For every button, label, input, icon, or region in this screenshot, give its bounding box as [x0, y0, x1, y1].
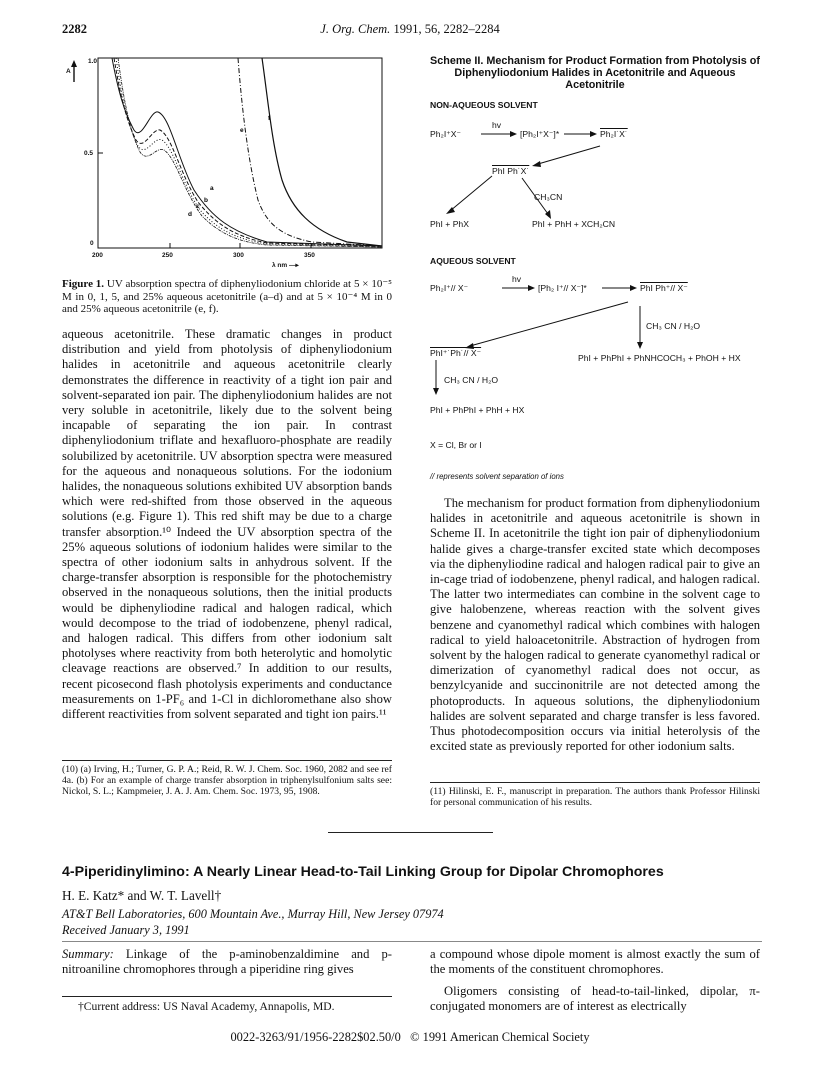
curve-label-b: b — [204, 197, 208, 204]
scheme-ii — [430, 96, 760, 481]
article-body-right: Oligomers consisting of head-to-tail-linked, dipolar, π-conjugated monomers are of interest as electrically — [430, 984, 760, 1014]
curve-label-a: a — [210, 185, 214, 192]
na-reagent: CH₃CN — [534, 192, 563, 202]
nonaqueous-heading: NON-AQUEOUS SOLVENT — [430, 100, 538, 110]
footnote-10: (10) (a) Irving, H.; Turner, G. P. A.; Reid, R. W. J. Chem. Soc. 1960, 2082 and see ref 4a. (b) For an example of charge transfer absorption in triphenylsulfonium salts see: Nickol, S. L.; Kampmeier, J. A. J. Am. Chem. Soc. 1973, 95, 1908. — [62, 764, 392, 797]
curve-label-c: c — [196, 203, 200, 210]
article-separator — [328, 832, 493, 833]
running-header — [0, 22, 820, 37]
article-footnote: †Current address: US Naval Academy, Annapolis, MD. — [78, 1000, 335, 1013]
aq-excited: [Ph₂ I⁺// X⁻]* — [538, 283, 587, 293]
figure-1-caption-text: UV absorption spectra of diphenyliodonium chloride at 5 × 10⁻⁵ M in 0, 1, 5, and 25% aqueous acetonitrile (a–d) and at 5 × 10⁻⁴ M in 0 and 25% aqueous acetonitrile (e, f). — [62, 278, 392, 316]
x-tick-300: 300 — [233, 252, 244, 259]
summary-left — [62, 947, 392, 977]
curve-a — [112, 58, 382, 246]
x-definition: X = Cl, Br or I — [430, 440, 482, 450]
article-title: 4-Piperidinylimino: A Nearly Linear Head-to-Tail Linking Group for Dipolar Chromophores — [62, 864, 664, 880]
footnote-rule-left — [62, 760, 392, 761]
na-product-left: PhI + PhX — [430, 219, 469, 229]
summary-left-text: Linkage of the p-aminobenzaldimine and p-nitroaniline chromophores through a piperidine ring gives — [62, 947, 392, 977]
curve-label-e: e — [240, 127, 244, 134]
article-received: Received January 3, 1991 — [62, 923, 190, 937]
summary-label: Summary: — [62, 947, 114, 961]
scheme-arrows — [430, 96, 760, 476]
left-paragraph: aqueous acetonitrile. These dramatic changes in product distribution and yield from photolysis of diphenyliodonium halides in acetonitrile and aqueous acetonitrile clearly demonstrates the difference in reactivity of a tight ion pair and solvent-separated ion pair. The diphenyliodonium halides are not very soluble in acetonitrile, likely due to the solvent being incapable of separating the ion pair. In contrast diphenyliodonium triflate and hexafluoro-phosphate are readily solubilized by acetonitrile. UV absorption spectra were measured for the aqueous and nonaqueous solutions. For the iodonium halides, the nonaqueous solutions exhibited UV absorption bands which were red-shifted from those observed in the aqueous solutions (e.g. Figure 1). This red shift may be due to a charge transfer absorption.¹⁰ Indeed the UV absorption spectra of the 25% aqueous solutions of iodonium halides were similar to the spectra of other iodonium salts in anhydrous solvent. If the charge-transfer absorption is responsible for the photochemistry observed in the nonaqueous solutions, then the initial products would be diphenyliodine radical and halogen radical, which would decompose to the triad of iodobenzene, phenyl radical, and halogen radical. This differs from other iodonium salt photolyses where reactivity from both heterolytic and homolytic cleavage reactions are observed.⁷ In addition to our results, recent picosecond flash photolysis experiments and conductance measurements on 1-PF₆ and 1-Cl in dichloromethane also show different reactivities from solvent separated and tight ion pairs.¹¹ — [62, 327, 392, 722]
x-tick-200: 200 — [92, 252, 103, 259]
footer-copyright: © 1991 American Chemical Society — [410, 1030, 590, 1044]
aqueous-heading: AQUEOUS SOLVENT — [430, 256, 516, 266]
figure-1-plot — [62, 50, 392, 270]
summary-right: a compound whose dipole moment is almost exactly the sum of the moments of the constituent chromophores. — [430, 947, 760, 977]
curve-label-f: f — [268, 115, 271, 122]
figure-1-caption-label: Figure 1. — [62, 278, 105, 290]
aq-start: Ph₂I⁺// X⁻ — [430, 283, 469, 293]
footnote-11: (11) Hilinski, E. F., manuscript in preparation. The authors thank Professor Hilinski for personal communication of his results. — [430, 786, 760, 808]
na-cage: PhI Ph˙X˙ — [492, 166, 530, 176]
y-tick-zero: 0 — [90, 240, 94, 247]
page-footer — [0, 1030, 820, 1045]
right-column — [430, 496, 760, 754]
volume-year: 1991, 56, 2282–2284 — [393, 22, 500, 36]
aq-cation: PhI Ph⁺// X⁻ — [640, 283, 688, 293]
scheme-note: // represents solvent separation of ions — [430, 472, 564, 481]
y-tick-mid: 0.5 — [84, 150, 94, 157]
aq-hv: hv — [512, 274, 522, 284]
x-tick-350: 350 — [304, 252, 315, 259]
footnote-rule-article — [62, 996, 392, 997]
left-column — [62, 327, 392, 722]
aq-reagent-left: CH₃ CN / H₂O — [444, 375, 499, 385]
figure-1-caption — [62, 278, 392, 316]
curve-e — [238, 58, 382, 246]
y-tick-top: 1.0 — [88, 58, 98, 65]
na-radical-pair: Ph₂I˙X˙ — [600, 129, 628, 139]
article-authors: H. E. Katz* and W. T. Lavell† — [62, 888, 222, 903]
curve-d — [118, 58, 382, 247]
scheme-title: Scheme II. Mechanism for Product Formation from Photolysis of Diphenyliodonium Halides in Acetonitrile and Aqueous Acetonitrile — [430, 55, 760, 91]
aq-reagent-right: CH₃ CN / H₂O — [646, 321, 701, 331]
curve-f — [262, 58, 382, 246]
x-tick-250: 250 — [162, 252, 173, 259]
curve-label-d: d — [188, 211, 192, 218]
x-axis-label: λ nm —▸ — [272, 262, 299, 269]
right-paragraph: The mechanism for product formation from diphenyliodonium halides in acetonitrile and aqueous acetonitrile is shown in Scheme II. In acetonitrile the tight ion pair of diphenyliodonium halide gives a charge-transfer excited state which decomposes via the diphenyliodine radical and halogen radical pair to give an in-cage triad of iodobenzene, phenyl radical, and halogen radical. The latter two intermediates can combine in the solvent cage to give halobenzene, whereas reaction with the solvent gives benzene and cyanomethyl radical which combines with halogen radical to yield haloacetonitrile. Abstraction of hydrogen from solvent by the halogen radical to generate cyanomethyl radical or dimerization of cyanomethyl radical does not occur, as benzylcyanide and succinonitrile are not detected among the photoproducts. In aqueous solutions, the diphenyliodonium halides are solvent separated and charge transfer is less favored. Thus photodecomposition occurs via initial heterolysis of the excited state as previously reported for other iodonium salts. — [430, 496, 760, 754]
na-excited: [Ph₂I⁺X⁻]* — [520, 129, 560, 139]
journal-name: J. Org. Chem. — [320, 22, 391, 36]
figure-1 — [62, 50, 392, 270]
y-axis-label: A — [66, 68, 71, 75]
footnote-rule-right — [430, 782, 760, 783]
na-hv: hv — [492, 120, 502, 130]
footer-code: 0022-3263/91/1956-2282$02.50/0 — [230, 1030, 401, 1044]
aq-product-left: PhI + PhPhI + PhH + HX — [430, 405, 525, 415]
na-start: Ph₂I⁺X⁻ — [430, 129, 462, 139]
aq-radical-cation: PhI⁺˙Ph˙// X⁻ — [430, 348, 482, 358]
article-affiliation: AT&T Bell Laboratories, 600 Mountain Ave., Murray Hill, New Jersey 07974 — [62, 907, 444, 921]
aq-product-right: PhI + PhPhI + PhNHCOCH₃ + PhOH + HX — [578, 353, 741, 363]
received-rule — [62, 941, 762, 942]
page-number: 2282 — [62, 22, 87, 36]
na-product-right: PhI + PhH + XCH₂CN — [532, 219, 616, 229]
